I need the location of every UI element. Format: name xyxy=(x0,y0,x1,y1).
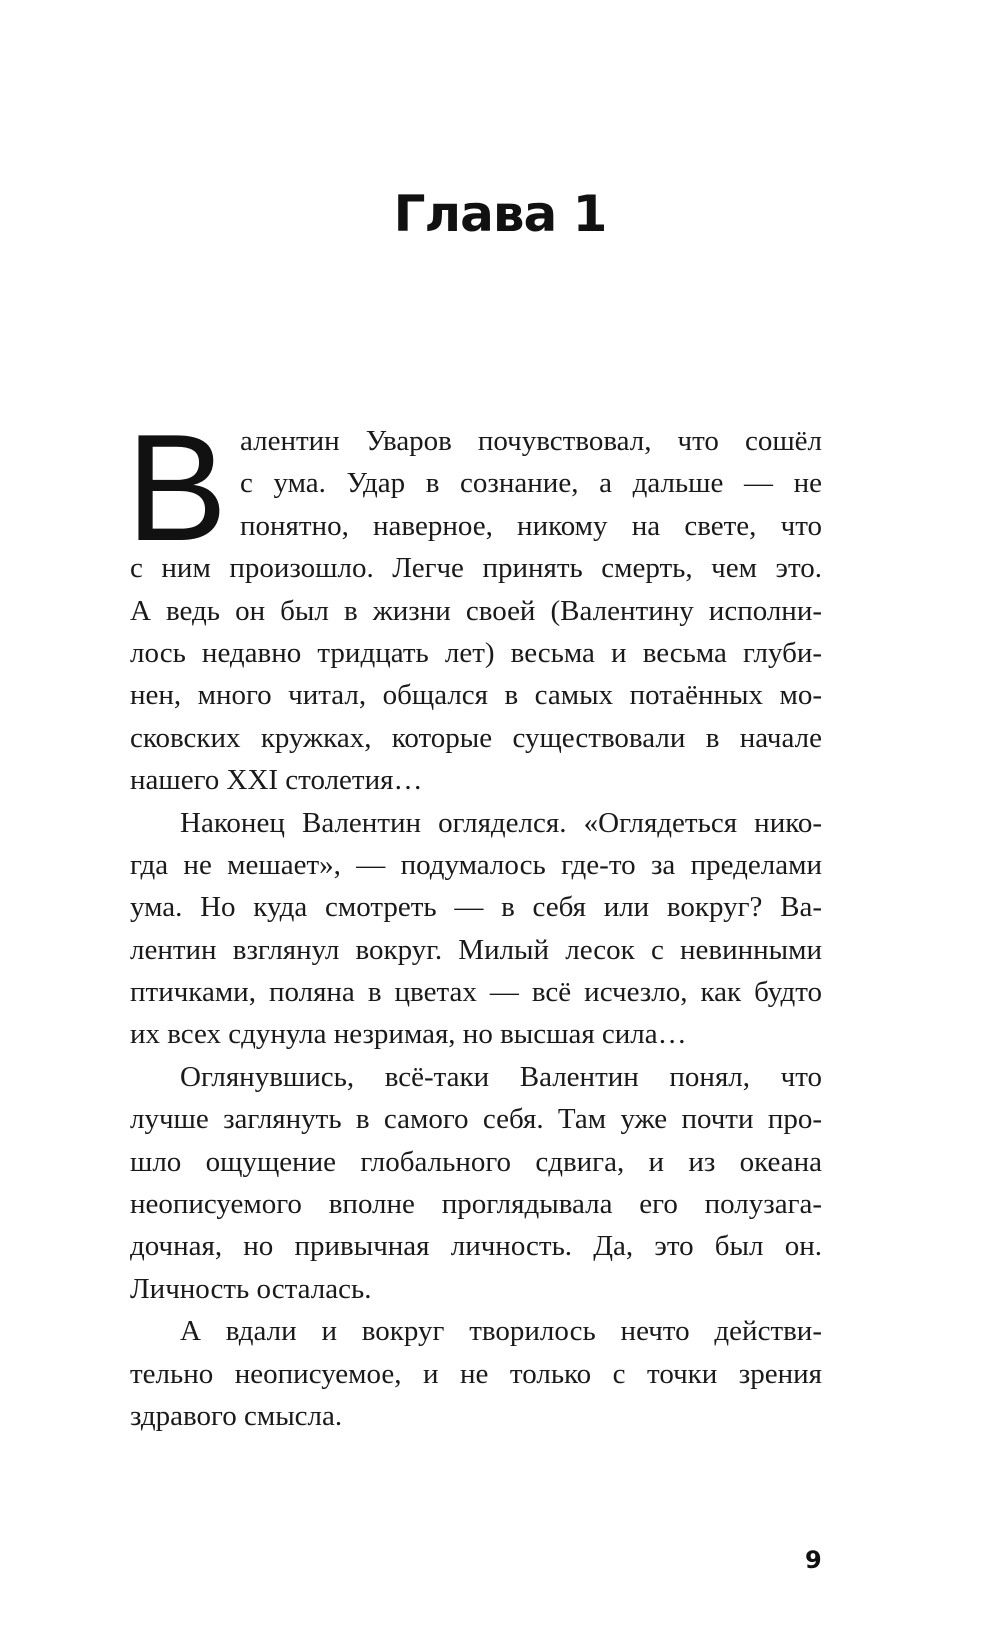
text-line: дочная, но привычная личность. Да, это был он. xyxy=(130,1230,822,1263)
text-line: шло ощущение глобального сдвига, и из океана xyxy=(130,1145,822,1178)
text-line: птичками, поляна в цветах — всё исчезло, как будто xyxy=(130,976,822,1009)
paragraph xyxy=(130,1056,822,1310)
text-line: нен, много читал, общался в самых потаённых мо- xyxy=(130,679,822,712)
text-line: нашего XXI столетия… xyxy=(130,764,423,797)
text-line: А ведь он был в жизни своей (Валентину исполни- xyxy=(130,594,822,627)
text-line: лучше заглянуть в самого себя. Там уже почти про- xyxy=(130,1103,822,1136)
text-line: понятно, наверное, никому на свете, что xyxy=(240,509,822,542)
body-text xyxy=(130,420,822,1437)
text-line: тельно неописуемое, и не только с точки зрения xyxy=(130,1357,822,1390)
page-number: 9 xyxy=(805,1546,822,1574)
text-line: их всех сдунула незримая, но высшая сила… xyxy=(130,1018,687,1051)
text-line: лось недавно тридцать лет) весьма и весьма глуби- xyxy=(130,636,822,669)
chapter-title: Глава 1 xyxy=(393,185,607,243)
paragraph xyxy=(130,1310,822,1437)
text-line: ума. Но куда смотреть — в себя или вокруг? Ва- xyxy=(130,891,822,924)
text-line: здравого смысла. xyxy=(130,1399,343,1432)
text-line: неописуемого вполне проглядывала его полузага- xyxy=(130,1188,822,1221)
text-line: гда не мешает», — подумалось где-то за пределами xyxy=(130,848,822,881)
text-line: с ним произошло. Легче принять смерть, чем это. xyxy=(130,552,822,585)
text-line: лентин взглянул вокруг. Милый лесок с невинными xyxy=(130,933,822,966)
drop-cap: В xyxy=(126,403,228,573)
paragraph xyxy=(130,420,822,802)
text-line: А вдали и вокруг творилось нечто действи- xyxy=(180,1315,822,1348)
text-line: сковских кружках, которые существовали в начале xyxy=(130,721,822,754)
text-line: Оглянувшись, всё-таки Валентин понял, что xyxy=(180,1060,822,1093)
text-line: Наконец Валентин огляделся. «Оглядеться нико- xyxy=(180,806,822,839)
text-line: Личность осталась. xyxy=(130,1272,372,1305)
text-line: с ума. Удар в сознание, а дальше — не xyxy=(240,467,822,500)
paragraph xyxy=(130,802,822,1056)
text-line: алентин Уваров почувствовал, что сошёл xyxy=(240,425,822,457)
